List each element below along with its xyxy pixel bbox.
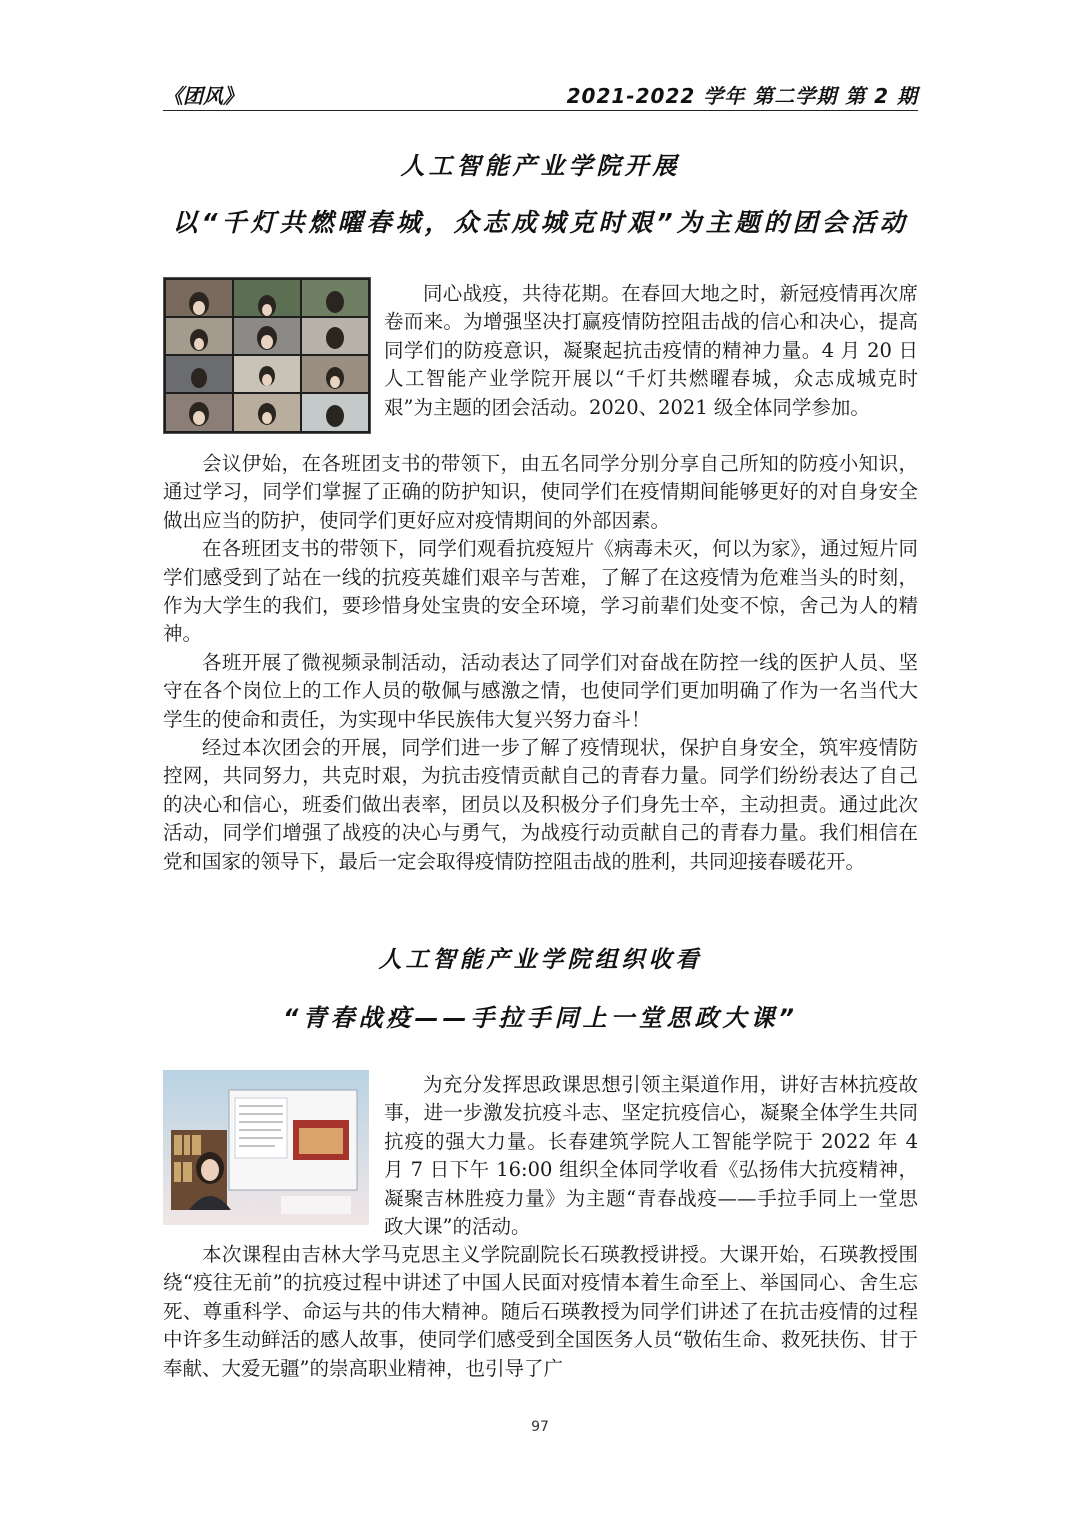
header-divider [163,110,918,111]
article1-paragraph: 会议伊始，在各班团支书的带领下，由五名同学分别分享自己所知的防疫小知识，通过学习，同学们掌握了正确的防护知识，使同学们在疫情期间能够更好的对自身安全做出应当的防护，使同学们更好应对疫情期间的外部因素。 [163,452,918,532]
journal-name: 《团风》 [163,84,243,108]
online-lecture-photo [163,1070,369,1225]
article1-body [163,450,918,876]
article2-title-line1: 人工智能产业学院组织收看 [378,947,703,973]
article2-title-line2: “青春战疫——手拉手同上一堂思政大课” [283,1004,798,1032]
article1-intro-paragraph: 同心战疫，共待花期。在春回大地之时，新冠疫情再次席卷而来。为增强坚决打赢疫情防控阻击战的信心和决心，提高同学们的防疫意识，凝聚起抗击疫情的精神力量。4 月 20 日人工智能产业学院开展以“千灯共燃曜春城，众志成城克时艰”为主题的团会活动。2020、2021 级全体同学参加。 [384,282,918,419]
article1-paragraph: 在各班团支书的带领下，同学们观看抗疫短片《病毒未灭，何以为家》，通过短片同学们感受到了站在一线的抗疫英雄们艰辛与苦难，了解了在这疫情为危难当头的时刻，作为大学生的我们，要珍惜身处宝贵的安全环境，学习前辈们处变不惊，舍己为人的精神。 [163,537,918,646]
article2-body [163,1241,918,1383]
article1-title-line2: 以“千灯共燃曜春城，众志成城克时艰”为主题的团会活动 [172,208,909,237]
article1-paragraph: 经过本次团会的开展，同学们进一步了解了疫情现状，保护自身安全，筑牢疫情防控网，共同努力，共克时艰，为抗击疫情贡献自己的青春力量。同学们纷纷表达了自己的决心和信心，班委们做出表率，团员以及积极分子们身先士卒，主动担责。通过此次活动，同学们增强了战疫的决心与勇气，为战疫行动贡献自己的青春力量。我们相信在党和国家的领导下，最后一定会取得疫情防控阻击战的胜利，共同迎接春暖花开。 [163,736,918,873]
article2-intro-paragraph: 为充分发挥思政课思想引领主渠道作用，讲好吉林抗疫故事，进一步激发抗疫斗志、坚定抗疫信心，凝聚全体学生共同抗疫的强大力量。长春建筑学院人工智能学院于 2022 年 4 月 7 日下午 16:00 组织全体同学收看《弘扬伟大抗疫精神，凝聚吉林胜疫力量》为主题“青春战疫——手拉手同上一堂思政大课”的活动。 [384,1073,918,1239]
page-number: 97 [531,1419,549,1435]
issue-info: 2021-2022 学年 第二学期 第 2 期 [566,84,918,108]
article2-paragraph: 本次课程由吉林大学马克思主义学院副院长石瑛教授讲授。大课开始，石瑛教授围绕“疫往无前”的抗疫过程中讲述了中国人民面对疫情本着生命至上、举国同心、舍生忘死、尊重科学、命运与共的伟大精神。随后石瑛教授为同学们讲述了在抗击疫情的过程中许多生动鲜活的感人故事，使同学们感受到全国医务人员“敬佑生命、救死扶伤、甘于奉献、大爱无疆”的崇高职业精神，也引导了广 [163,1243,918,1380]
video-meeting-photo [163,277,371,434]
article2-intro [384,1071,918,1241]
article1-paragraph: 各班开展了微视频录制活动，活动表达了同学们对奋战在防控一线的医护人员、坚守在各个岗位上的工作人员的敬佩与感激之情，也使同学们更加明确了作为一名当代大学生的使命和责任，为实现中华民族伟大复兴努力奋斗！ [163,650,918,731]
article1-intro [384,280,918,422]
page-header [163,76,918,108]
article1-title-line1: 人工智能产业学院开展 [400,152,681,180]
